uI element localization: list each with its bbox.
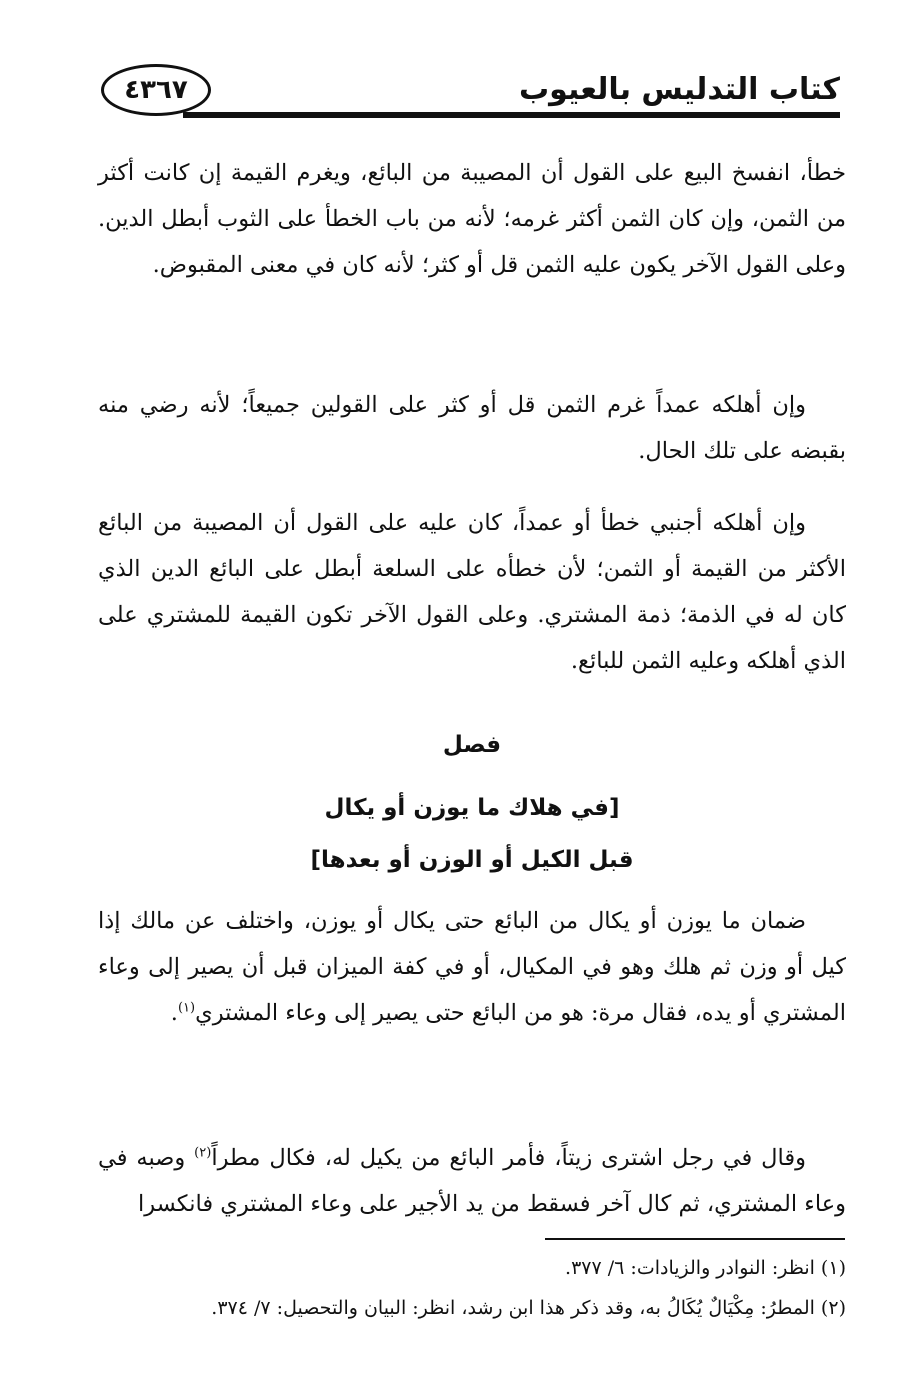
page-number: ٤٣٦٧ xyxy=(124,75,188,105)
paragraph-5-part-2: وصبه في وعاء المشتري، ثم كال آخر فسقط من يد الأجير على وعاء المشتري فانكسرا xyxy=(98,1145,846,1217)
footnote-ref-1: (١) xyxy=(177,1000,196,1016)
page-header xyxy=(95,62,840,128)
paragraph-4-text: ضمان ما يوزن أو يكال من البائع حتى يكال أو يوزن، واختلف عن مالك إذا كيل أو وزن ثم هلك وهو في المكيال، أو في كفة الميزان قبل أن يصير إلى وعاء المشتري أو يده، فقال مرة: هو من البائع حتى يصير إلى وعاء المشتري xyxy=(98,908,846,1026)
page-number-oval xyxy=(101,64,211,116)
footnote-1: (١) انظر: النوادر والزيادات: ٦/ ٣٧٧. xyxy=(565,1257,846,1279)
section-title-line-2: قبل الكيل أو الوزن أو بعدها] xyxy=(310,847,634,873)
paragraph-5 xyxy=(98,1135,846,1227)
paragraph-4 xyxy=(98,898,846,1036)
section-title-line-1: [في هلاك ما يوزن أو يكال xyxy=(324,795,620,821)
footnote-2: (٢) المطرُ: مِكْيَالٌ يُكَالُ به، وقد ذكر هذا ابن رشد، انظر: البيان والتحصيل: ٧/ ٣٧٤. xyxy=(211,1297,846,1319)
paragraph-5-part-1: وقال في رجل اشترى زيتاً، فأمر البائع من يكيل له، فكال مطراً xyxy=(211,1145,806,1171)
footnote-ref-2: (٢) xyxy=(194,1145,212,1161)
book-title: كتاب التدليس بالعيوب xyxy=(519,72,840,107)
paragraph-4-end: . xyxy=(170,1000,178,1026)
section-label: فصل xyxy=(442,732,502,758)
paragraph-2: وإن أهلكه عمداً غرم الثمن قل أو كثر على القولين جميعاً؛ لأنه رضي منه بقبضه على تلك الحال. xyxy=(98,392,846,464)
paragraph-3: وإن أهلكه أجنبي خطأ أو عمداً، كان عليه على القول أن المصيبة من البائع الأكثر من القيمة أو الثمن؛ لأن خطأه على السلعة أبطل على البائع الدين الذي كان له في الذمة؛ ذمة المشتري. وعلى القول الآخر تكون القيمة للمشتري على الذي أهلكه وعليه الثمن للبائع. xyxy=(98,510,846,674)
footnote-separator xyxy=(545,1238,845,1240)
paragraph-1: خطأ، انفسخ البيع على القول أن المصيبة من البائع، ويغرم القيمة إن كانت أكثر من الثمن، وإن كان الثمن أكثر غرمه؛ لأنه من باب الخطأ على الثوب أبطل الدين. وعلى القول الآخر يكون عليه الثمن قل أو كثر؛ لأنه كان في معنى المقبوض. xyxy=(98,160,846,278)
header-rule xyxy=(183,112,840,118)
